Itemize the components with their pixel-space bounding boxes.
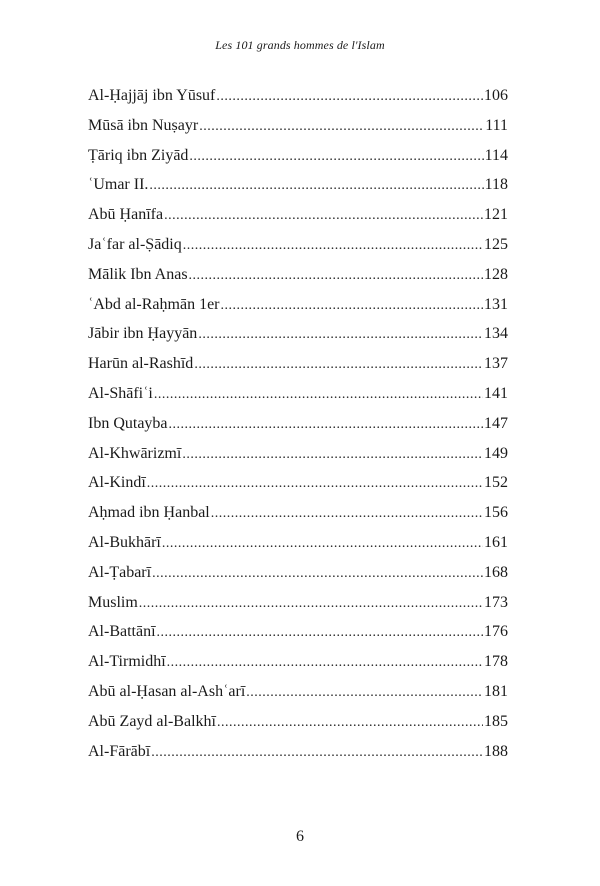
running-header: Les 101 grands hommes de l'Islam — [215, 38, 385, 52]
toc-entry — [88, 594, 508, 624]
toc-dot-leader — [169, 417, 483, 433]
toc-entry-page: 106 — [484, 87, 508, 104]
toc-entry — [88, 296, 508, 326]
toc-entry — [88, 713, 508, 743]
toc-dot-leader — [152, 566, 483, 582]
toc-dot-leader — [189, 268, 483, 284]
toc-dot-leader — [167, 655, 483, 671]
toc-dot-leader — [199, 119, 484, 135]
toc-entry-name: Abū al-Ḥasan al-Ashʿarī — [88, 682, 246, 700]
toc-entry-name: Ibn Qutayba — [88, 414, 168, 432]
toc-entry — [88, 176, 508, 206]
toc-dot-leader — [211, 506, 483, 522]
toc-entry — [88, 415, 508, 445]
toc-entry-name: Aḥmad ibn Ḥanbal — [88, 504, 210, 522]
toc-entry — [88, 206, 508, 236]
toc-entry — [88, 743, 508, 773]
toc-entry-page: 161 — [484, 533, 508, 551]
toc-entry-name: Al-Battānī — [88, 623, 156, 641]
toc-entry — [88, 87, 508, 117]
toc-entry — [88, 623, 508, 653]
toc-entry-name: Ṭāriq ibn Ziyād — [88, 146, 189, 164]
toc-entry-name: ʿAbd al-Raḥmān 1er — [88, 295, 220, 313]
toc-entry-page: 188 — [484, 742, 508, 760]
toc-dot-leader — [189, 149, 483, 165]
toc-dot-leader — [246, 685, 483, 701]
toc-entry-name: Al-Bukhārī — [88, 533, 161, 551]
toc-entry-name: Al-Khwārizmī — [88, 444, 182, 462]
toc-entry-page: 125 — [484, 235, 508, 253]
toc-dot-leader — [162, 536, 483, 552]
toc-entry-page: 185 — [484, 712, 508, 730]
toc-dot-leader — [216, 89, 483, 105]
toc-entry-name: Abū Ḥanīfa — [88, 206, 164, 224]
toc-dot-leader — [198, 327, 483, 343]
toc-dot-leader — [149, 178, 483, 194]
toc-entry-page: 134 — [484, 325, 508, 343]
toc-entry-name: Abū Zayd al-Balkhī — [88, 712, 216, 730]
toc-dot-leader — [221, 298, 483, 314]
page-number: 6 — [296, 828, 304, 845]
toc-entry-page: 147 — [484, 414, 508, 432]
toc-entry-page: 173 — [484, 593, 508, 611]
toc-entry-page: 118 — [484, 176, 508, 194]
toc-entry-name: Jābir ibn Ḥayyān — [88, 325, 198, 343]
toc-entry-page: 181 — [484, 682, 508, 700]
toc-entry-name: Muslim — [88, 593, 138, 611]
toc-entry — [88, 534, 508, 564]
toc-dot-leader — [217, 715, 483, 731]
toc-entry — [88, 325, 508, 355]
toc-entry-name: Al-Ḥajjāj ibn Yūsuf — [88, 87, 216, 104]
toc-entry-name: ʿUmar II. — [88, 176, 149, 194]
toc-entry-name: Al-Ṭabarī — [88, 563, 152, 581]
toc-entry-page: 141 — [484, 384, 508, 402]
toc-entry-page: 128 — [484, 265, 508, 283]
toc-entry — [88, 266, 508, 296]
toc-entry-page: 111 — [485, 116, 508, 134]
table-of-contents — [88, 87, 508, 772]
toc-entry-page: 114 — [484, 146, 508, 164]
toc-entry-name: Al-Tirmidhī — [88, 653, 166, 671]
toc-entry — [88, 385, 508, 415]
toc-entry-page: 149 — [484, 444, 508, 462]
toc-entry-page: 137 — [484, 355, 508, 373]
toc-entry-page: 168 — [484, 563, 508, 581]
toc-dot-leader — [147, 476, 483, 492]
toc-entry — [88, 683, 508, 713]
toc-entry — [88, 236, 508, 266]
toc-entry-name: Harūn al-Rashīd — [88, 355, 194, 373]
toc-entry-name: Mūsā ibn Nuṣayr — [88, 116, 199, 134]
toc-entry-name: Al-Fārābī — [88, 742, 151, 760]
toc-dot-leader — [151, 745, 483, 761]
toc-entry-name: Al-Shāfiʿi — [88, 384, 153, 402]
toc-entry-page: 178 — [484, 653, 508, 671]
toc-entry-name: Mālik Ibn Anas — [88, 265, 188, 283]
toc-dot-leader — [182, 447, 483, 463]
toc-entry — [88, 147, 508, 177]
toc-dot-leader — [164, 208, 483, 224]
toc-dot-leader — [183, 238, 483, 254]
toc-entry-page: 176 — [484, 623, 508, 641]
toc-entry — [88, 653, 508, 683]
toc-dot-leader — [139, 596, 483, 612]
toc-entry — [88, 474, 508, 504]
toc-entry — [88, 117, 508, 147]
toc-dot-leader — [194, 357, 483, 373]
toc-entry-page: 121 — [484, 206, 508, 224]
toc-entry-name: Jaʿfar al-Ṣādiq — [88, 235, 182, 253]
toc-entry-name: Al-Kindī — [88, 474, 146, 492]
toc-entry — [88, 564, 508, 594]
toc-dot-leader — [154, 387, 483, 403]
toc-entry-page: 156 — [484, 504, 508, 522]
toc-entry — [88, 355, 508, 385]
toc-entry-page: 131 — [484, 295, 508, 313]
toc-entry — [88, 504, 508, 534]
toc-entry — [88, 445, 508, 475]
toc-entry-page: 152 — [484, 474, 508, 492]
toc-dot-leader — [157, 625, 483, 641]
